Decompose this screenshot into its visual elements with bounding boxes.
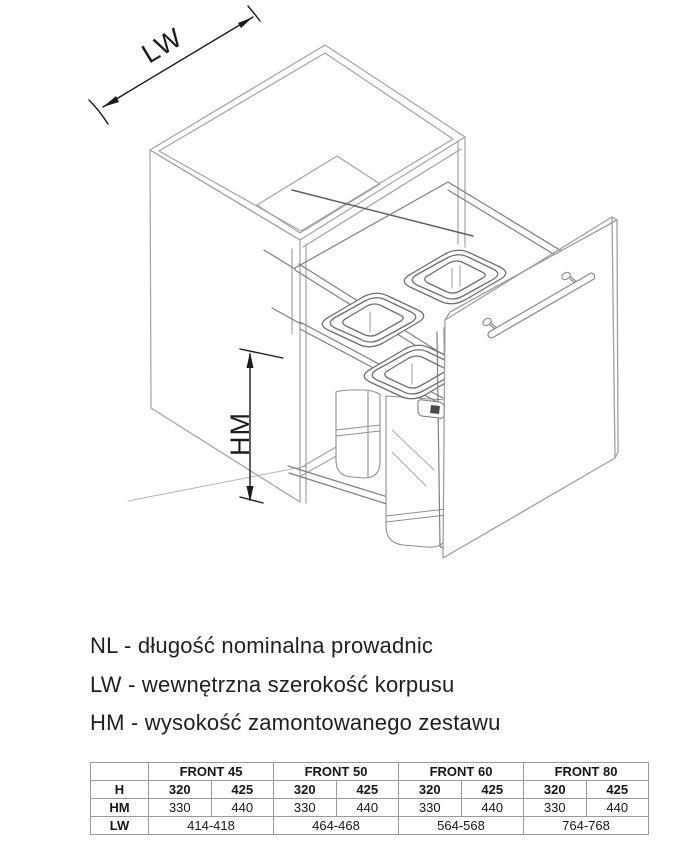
row-label-hm: HM <box>91 799 149 817</box>
cabinet-interior-edge <box>292 190 473 236</box>
spec-table <box>90 762 649 835</box>
table-row-lw <box>91 817 649 835</box>
table-row-headers <box>91 763 649 781</box>
cell-h-1: 320 <box>149 781 212 799</box>
cell-hm-6: 440 <box>461 799 524 817</box>
cell-lw-2: 464-468 <box>274 817 399 835</box>
col-header-front-80: FRONT 80 <box>524 763 649 781</box>
col-header-front-45: FRONT 45 <box>149 763 274 781</box>
cell-hm-5: 330 <box>399 799 462 817</box>
cell-lw-1: 414-418 <box>149 817 274 835</box>
cell-h-4: 425 <box>336 781 399 799</box>
lw-dimension-label: LW <box>136 21 189 70</box>
cell-lw-4: 764-768 <box>524 817 649 835</box>
cell-h-7: 320 <box>524 781 587 799</box>
cell-lw-3: 564-568 <box>399 817 524 835</box>
table-row-hm <box>91 799 649 817</box>
cell-h-3: 320 <box>274 781 337 799</box>
legend-line-lw: LW - wewnętrzna szerokość korpusu <box>90 671 455 697</box>
cell-h-2: 425 <box>211 781 274 799</box>
legend-line-nl: NL - długość nominalna prowadnic <box>90 633 434 658</box>
bin-label-plate <box>418 400 444 418</box>
cell-hm-3: 330 <box>274 799 337 817</box>
cell-h-8: 425 <box>586 781 649 799</box>
cell-h-6: 425 <box>461 781 524 799</box>
cell-hm-8: 440 <box>586 799 649 817</box>
hm-dimension-label: HM <box>225 412 255 456</box>
cell-hm-1: 330 <box>149 799 212 817</box>
row-label-lw: LW <box>91 817 149 835</box>
col-header-front-50: FRONT 50 <box>274 763 399 781</box>
legend-line-hm: HM - wysokość zamontowanego zestawu <box>90 710 501 735</box>
corner-cell <box>91 763 149 781</box>
cell-hm-4: 440 <box>336 799 399 817</box>
row-label-h: H <box>91 781 149 799</box>
cell-h-5: 320 <box>399 781 462 799</box>
cell-hm-2: 440 <box>211 799 274 817</box>
col-header-front-60: FRONT 60 <box>399 763 524 781</box>
cell-hm-7: 330 <box>524 799 587 817</box>
legend <box>90 627 501 743</box>
table-row-h <box>91 781 649 799</box>
